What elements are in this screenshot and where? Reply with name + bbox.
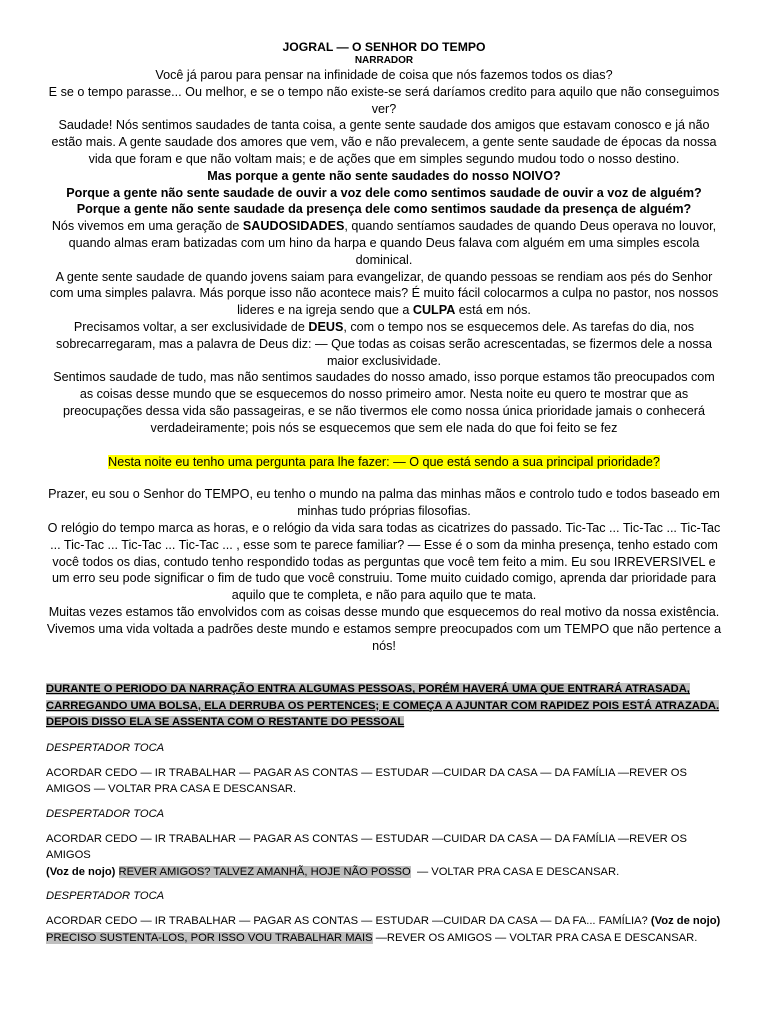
narrator-paragraph: Saudade! Nós sentimos saudades de tanta coisa, a gente sente saudade dos amigos que estavam conosco e já não estão mais. A gente saudade dos amores que vem, vão e não prevalecem, a gente sente saudade de épocas da nossa vida que foram e que não voltam mais; e de ações que em simples segundo mudou todo o nosso destino.	[51, 118, 717, 166]
voice-direction: (Voz de nojo)	[650, 914, 721, 927]
narrator-question: Porque a gente não sente saudade da presença dele como sentimos saudade da presença de alguém?	[76, 202, 692, 217]
stage-direction-line: DEPOIS DISSO ELA SE ASSENTA COM O RESTANTE DO PESSOAL	[46, 715, 405, 728]
time-paragraph: Prazer, eu sou o Senhor do TEMPO, eu tenho o mundo na palma das minhas mãos e controlo tudo e todos baseado em minhas tudo próprias filosofias.	[48, 487, 720, 519]
routine-line	[46, 831, 722, 881]
time-paragraph: O relógio do tempo marca as horas, e o relógio da vida sara todas as cicatrizes do passado. Tic-Tac ... Tic-Tac ... Tic-Tac ... Tic-Tac ... Tic-Tac ... Tic-Tac ... , esse som te parece familiar? — Esse é o som da minha presença, tenho estado com você todos os dias, contudo tenho respondido todas as perguntas que você tem feito a mim. Eu sou IRREVERSIVEL e um erro seu pode significar o fim de tudo que você construiu. Tome muito cuidado comigo, aprenda dar prioridade para aquilo que te completa, e não para aquilo que te mata.	[47, 520, 721, 603]
text-run: Precisamos voltar, a ser exclusividade de	[73, 319, 309, 334]
narrator-paragraph: E se o tempo parasse... Ou melhor, e se o tempo não existe-se será daríamos credito para aquilo que não conseguimos ver?	[48, 84, 720, 116]
text-run: — VOLTAR PRA CASA E DESCANSAR.	[416, 865, 620, 878]
text-run: , quando sentíamos saudades de quando Deus operava no louvor, quando almas eram batizadas com um hino da harpa e quando Deus falava com alguém em uma simples escola dominical.	[68, 219, 717, 267]
text-run: ACORDAR CEDO — IR TRABALHAR — PAGAR AS CONTAS — ESTUDAR —CUIDAR DA CASA — DA FA... FAMÍLIA?	[46, 914, 648, 927]
stage-direction-line: CARREGANDO UMA BOLSA, ELA DERRUBA OS PERTENCES; E COMEÇA A AJUNTAR COM RAPIDEZ POIS ESTÁ ATRAZADA.	[46, 699, 720, 712]
stage-direction-line: DURANTE O PERIODO DA NARRAÇÃO ENTRA ALGUMAS PESSOAS, PORÉM HAVERÁ UMA QUE ENTRARÁ ATRASADA,	[46, 683, 690, 696]
narrator-paragraph	[46, 319, 722, 369]
narrator-question: Mas porque a gente não sente saudades do nosso NOIVO?	[207, 168, 561, 183]
text-run: ACORDAR CEDO — IR TRABALHAR — PAGAR AS CONTAS — ESTUDAR —CUIDAR DA CASA — DA FAMÍLIA —REVER OS AMIGOS	[46, 832, 687, 862]
emphasis-deus: DEUS	[308, 319, 344, 334]
document-title: JOGRAL — O SENHOR DO TEMPO	[282, 40, 486, 54]
narrator-paragraph	[46, 218, 722, 268]
highlighted-line: REVER AMIGOS? TALVEZ AMANHÃ, HOJE NÃO POSSO	[118, 865, 411, 878]
voice-direction: (Voz de nojo)	[46, 865, 116, 878]
text-run: Nós vivemos em uma geração de	[51, 219, 243, 234]
time-paragraph: Muitas vezes estamos tão envolvidos com as coisas desse mundo que esquecemos do real motivo da nossa existência. Vivemos uma vida voltada a padrões deste mundo e estamos sempre preocupados com um TEMPO que não pertence a nós!	[46, 604, 722, 653]
narrator-paragraph	[46, 269, 722, 319]
alarm-cue: DESPERTADOR TOCA	[46, 890, 165, 903]
text-run: está em nós.	[455, 303, 531, 318]
alarm-cue: DESPERTADOR TOCA	[46, 742, 165, 755]
emphasis-culpa: CULPA	[412, 303, 456, 318]
speaker-narrator: NARRADOR	[354, 55, 414, 66]
alarm-cue: DESPERTADOR TOCA	[46, 807, 165, 820]
routine-line	[46, 913, 722, 946]
highlighted-line: PRECISO SUSTENTA-LOS, POR ISSO VOU TRABALHAR MAIS	[46, 931, 373, 944]
routine-line: ACORDAR CEDO — IR TRABALHAR — PAGAR AS CONTAS — ESTUDAR —CUIDAR DA CASA — DA FAMÍLIA —REVER OS AMIGOS — VOLTAR PRA CASA E DESCANSAR.	[46, 766, 687, 796]
document-page	[46, 40, 722, 946]
narrator-paragraph: Você já parou para pensar na infinidade de coisa que nós fazemos todos os dias?	[155, 68, 613, 82]
highlighted-question	[46, 454, 722, 471]
text-run: , com o tempo nos se esquecemos dele. As tarefas do dia, nos sobrecarregaram, mas a palavra de Deus diz: — Que todas as coisas serão acrescentadas, se fizermos dele a nossa maior exclusividade.	[56, 319, 712, 368]
emphasis-saudosidades: SAUDOSIDADES	[242, 219, 345, 234]
text-run: A gente sente saudade de quando jovens saiam para evangelizar, de quando pessoas se rendiam aos pés do Senhor com uma simples palavra. Más porque isso não acontece mais? É muito fácil colocarmos a culpa no pastor, nos nossos lideres e na igreja sendo que a	[49, 269, 719, 318]
text-run: —REVER OS AMIGOS — VOLTAR PRA CASA E DESCANSAR.	[375, 931, 698, 944]
stage-direction	[46, 681, 722, 730]
narrator-question: Porque a gente não sente saudade de ouvir a voz dele como sentimos saudade de ouvir a voz de alguém?	[66, 185, 702, 200]
question-highlight: Nesta noite eu tenho uma pergunta para lhe fazer: — O que está sendo a sua principal prioridade?	[108, 454, 660, 469]
narrator-paragraph: Sentimos saudade de tudo, mas não sentimos saudades do nosso amado, isso porque estamos tão preocupados com as coisas desse mundo que se esquecemos do nosso primeiro amor. Nesta noite eu quero te mostrar que as preocupações dessa vida são passageiras, e se não tivermos ele como nossa única prioridade jamais o conhecerá verdadeiramente; pois nós se esquecemos que sem ele nada do que foi feito se fez	[53, 370, 715, 435]
